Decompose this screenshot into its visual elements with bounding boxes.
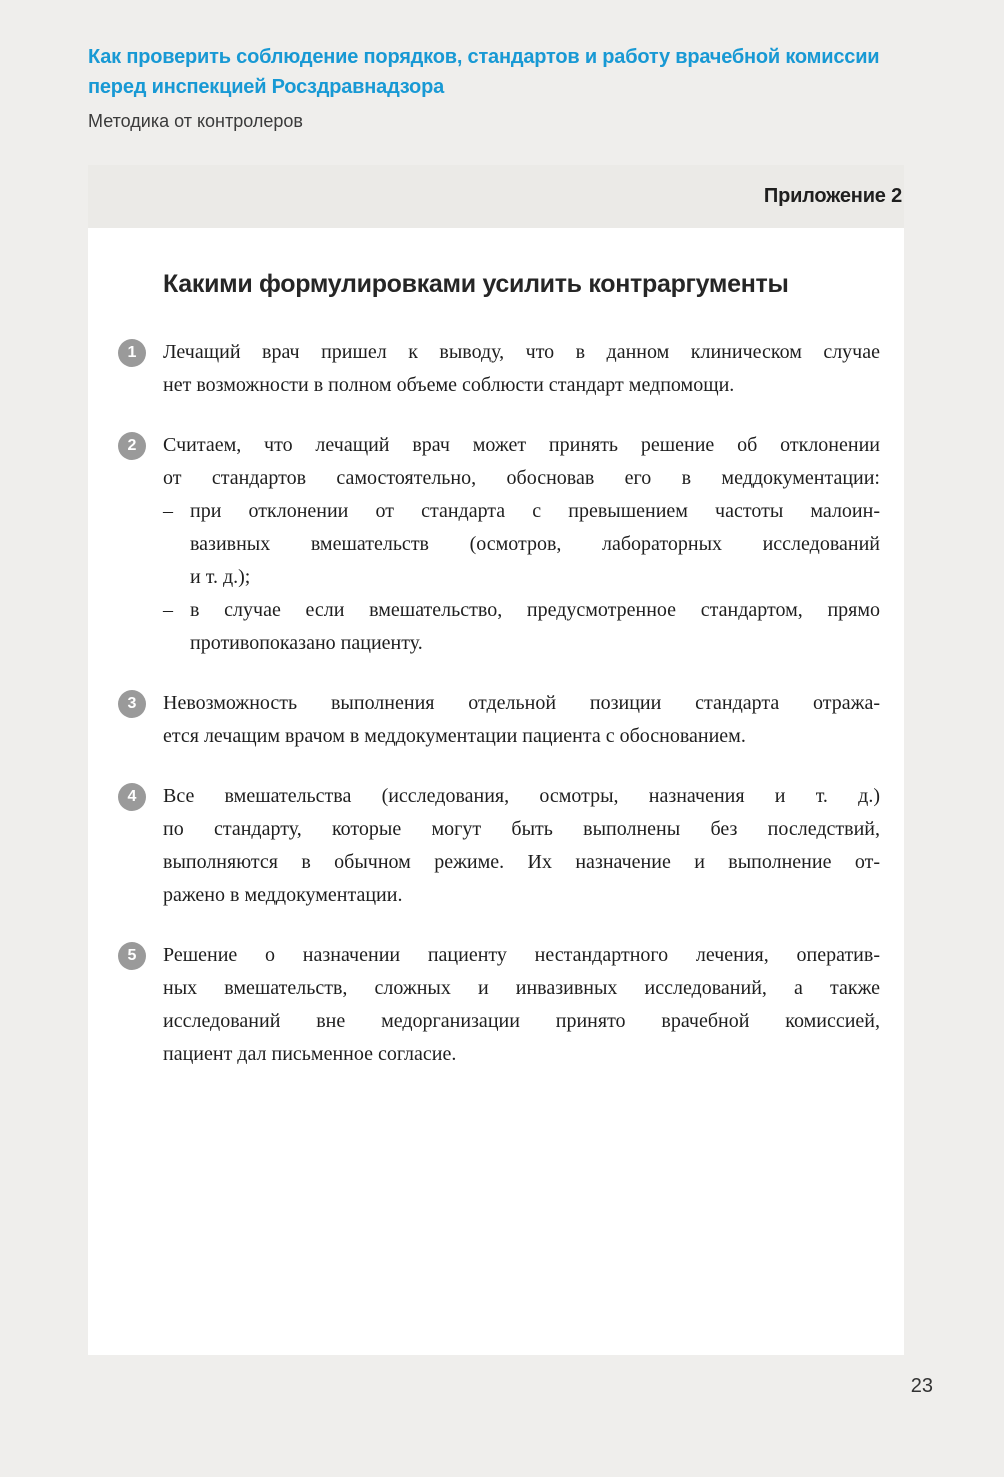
bullet-text	[190, 594, 880, 660]
document-title-line1: Как проверить соблюдение порядков, стандартов и работу врачебной комиссии	[88, 46, 880, 68]
appendix-banner	[88, 165, 904, 228]
text-line: ется лечащим врачом в меддокументации пациента с обоснованием.	[163, 725, 746, 747]
text-line: исследований вне медорганизации принято врачебной комиссией,	[163, 1010, 880, 1032]
text-line: ных вмешательств, сложных и инвазивных исследований, а также	[163, 977, 880, 999]
list-item	[127, 687, 880, 753]
numbered-list	[127, 336, 880, 1071]
list-item	[127, 939, 880, 1071]
item-number-badge: 5	[118, 942, 146, 970]
text-line: Невозможность выполнения отдельной позиции стандарта отража-	[163, 692, 880, 714]
item-number-badge: 4	[118, 783, 146, 811]
bullet-dash: –	[163, 599, 173, 621]
document-title-line2: перед инспекцией Росздравнадзора	[88, 76, 445, 98]
text-line: ражено в меддокументации.	[163, 884, 403, 906]
text-line: Считаем, что лечащий врач может принять решение об отклонении	[163, 434, 880, 456]
bullet-dash: –	[163, 500, 173, 522]
text-line: пациент дал письменное согласие.	[163, 1043, 457, 1065]
card-heading: Какими формулировками усилить контраргументы	[163, 270, 789, 298]
sub-bullet	[163, 495, 880, 594]
document-subtitle: Методика от контролеров	[88, 111, 303, 131]
text-line: нет возможности в полном объеме соблюсти стандарт медпомощи.	[163, 374, 735, 396]
text-line: Решение о назначении пациенту нестандартного лечения, оператив-	[163, 944, 880, 966]
text-line: по стандарту, которые могут быть выполнены без последствий,	[163, 818, 880, 840]
text-line: Лечащий врач пришел к выводу, что в данном клиническом случае	[163, 341, 880, 363]
content-card	[88, 228, 904, 1355]
item-number-badge: 3	[118, 690, 146, 718]
appendix-banner-label: Приложение 2	[763, 185, 902, 207]
list-item	[127, 780, 880, 912]
sub-bullet	[163, 594, 880, 660]
list-item	[127, 429, 880, 660]
bullet-text	[190, 495, 880, 594]
text-line: в случае если вмешательство, предусмотренное стандартом, прямо	[190, 599, 880, 621]
page-number: 23	[910, 1375, 933, 1397]
item-number-badge: 1	[118, 339, 146, 367]
page-header	[88, 42, 928, 133]
text-line: выполняются в обычном режиме. Их назначение и выполнение от-	[163, 851, 880, 873]
text-line: Все вмешательства (исследования, осмотры, назначения и т. д.)	[163, 785, 880, 807]
item-number-badge: 2	[118, 432, 146, 460]
text-line: противопоказано пациенту.	[190, 632, 423, 654]
list-item	[127, 336, 880, 402]
text-line: вазивных вмешательств (осмотров, лабораторных исследований	[190, 533, 880, 555]
text-line: от стандартов самостоятельно, обосновав его в меддокументации:	[163, 467, 880, 489]
text-line: и т. д.);	[190, 566, 251, 588]
text-line: при отклонении от стандарта с превышением частоты малоин-	[190, 500, 880, 522]
document-title	[88, 42, 928, 102]
